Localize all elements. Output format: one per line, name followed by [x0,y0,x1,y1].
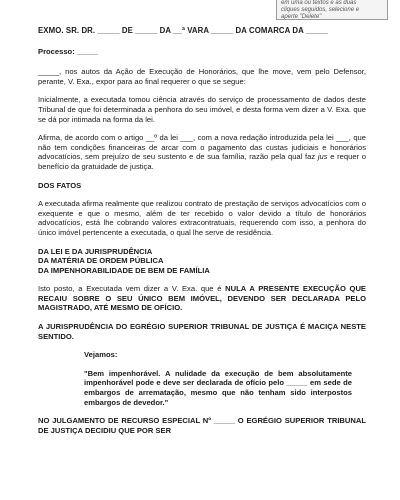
instruction-note [276,0,388,20]
note-line-1: em uma ou textos e as duas [281,0,357,6]
document-header: EXMO. SR. DR. _____ DE _____ DA __ª VARA _____ DA COMARCA DA _____ [38,26,328,35]
paragraph-fatos: A executada afirma realmente que realizou contrato de prestação de serviços advocatícios com o exequente e que o mesmo, além de ter recebido o valor devido a título de honorários advocatícios, está lhe cobrando valores extracontratuais, requerendo com isso, a penhora do único imóvel pertencente a executada, o qual lhe serve de residência. [38,199,366,237]
paragraph-gratuidade-part-1: Afirma, de acordo com o artigo __º da lei ___, com a nova redação introduzida pela lei ___, que não tem condições financeiras de arcar com o pagamento das custas judiciais e honorários advocatícios, sem prejuízo de seu sustento e de sua família, razão pela qual faz [38,133,366,162]
paragraph-gratuidade [38,133,366,171]
processo-line: Processo: _____ [38,46,98,56]
paragraph-nulidade-part-1: Isto posto, a Executada vem dizer a V. Exa. que é [38,284,226,294]
document-body [38,26,366,435]
paragraph-nulidade-bold: NULA A PRESENTE EXECUÇÃO QUE RECAIU SOBRE O SEU ÚNICO BEM IMÓVEL, DEVENDO SER DECLARADA PELO MAGISTRADO, ATÉ MESMO DE OFÍCIO. [38,284,367,313]
paragraph-gratuidade-part-2: e requer o benefício da gratuidade de justiça. [38,152,367,171]
section-title-lei: DA LEI E DA JURISPRUDÊNCIA [38,246,153,256]
vejamos-label: Vejamos: [84,350,118,360]
section-title-impenhorabilidade: DA IMPENHORABILIDADE DE BEM DE FAMÍLIA [38,265,210,275]
jurisprudence-quote: "Bem impenhorável. A nulidade da execução de bem absolutamente impenhorável pode e deve ser declarada de ofício pelo _____ em sede de embargos de arrematação, mesmo que não tenham sido interpostos embargos de devedor." [84,368,352,407]
paragraph-intro: _____, nos autos da Ação de Execução de Honorários, que lhe move, vem pelo Defensor, perante, V. Exa., expor para ao final requerer o que se segue: [38,67,366,86]
paragraph-ciencia: Inicialmente, a executada tomou ciência através do serviço de processamento de dados deste Tribunal de que foi determinada a penhora do seu imóvel, e desta forma vem dizer a V. Exa. que se dá por intimada na forma da lei. [38,95,366,124]
section-title-fatos: DOS FATOS [38,180,82,190]
section-title-ordem-publica: DA MATÉRIA DE ORDEM PÚBLICA [38,256,164,266]
note-line-2: cliques seguidos, selecione e [281,7,360,13]
paragraph-gratuidade-italic: jus [317,152,328,162]
paragraph-recurso-especial: NO JULGAMENTO DE RECURSO ESPECIAL Nº _____ O EGRÉGIO SUPERIOR TRIBUNAL DE JUSTIÇA DECIDIU QUE POR SER [38,416,366,435]
paragraph-nulidade [38,284,366,313]
note-line-3: aperte "Delete" [281,14,322,20]
paragraph-jurisprudencia: A JURISPRUDÊNCIA DO EGRÉGIO SUPERIOR TRIBUNAL DE JUSTIÇA É MACIÇA NESTE SENTIDO. [38,322,366,341]
